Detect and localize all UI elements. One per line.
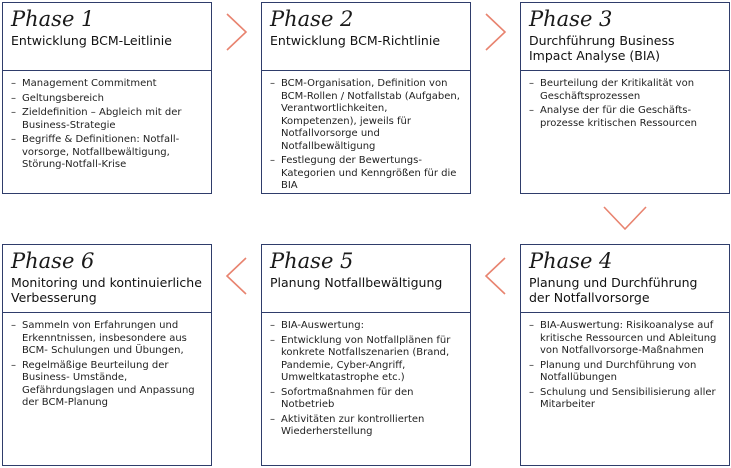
phase-1-name: Phase 1	[11, 7, 95, 31]
phase-1-header	[3, 3, 211, 71]
phase-5-title: Planung Notfallbewältigung	[270, 275, 443, 290]
arrow-down-icon	[602, 204, 648, 232]
phase-6-item: – Sammeln von Erfahrungen und Erkenntnissen, insbesondere aus BCM- Schulungen und Übungen,	[11, 320, 205, 358]
phase-3-title: Durchführung Business Impact Analyse (BIA)	[529, 33, 675, 63]
phase-3-items	[521, 71, 729, 130]
phase-3-item: – Analyse der für die Geschäfts-prozesse kritischen Ressourcen	[529, 105, 723, 130]
phase-5-item: – Sofortmaßnahmen für den Notbetrieb	[270, 387, 464, 412]
phase-4-name: Phase 4	[529, 249, 613, 273]
phase-3-header	[521, 3, 729, 71]
phase-5-item: – Aktivitäten zur kontrollierten Wiederherstellung	[270, 414, 464, 439]
phase-1-item: – Zieldefinition – Abgleich mit der Business-Strategie	[11, 107, 205, 132]
phase-4-item: – Schulung und Sensibilisierung aller Mitarbeiter	[529, 387, 723, 412]
phase-1-box	[2, 2, 212, 194]
phase-2-item: – BCM-Organisation, Definition von BCM-Rollen / Notfallstab (Aufgaben, Verantwortlichkeiten, Kompetenzen), jeweils für Notfallvorsorge und Notfallbewältigung	[270, 78, 464, 153]
phase-2-box	[261, 2, 471, 194]
phase-1-title: Entwicklung BCM-Leitlinie	[11, 33, 172, 48]
phase-4-box	[520, 244, 730, 466]
phase-5-name: Phase 5	[270, 249, 354, 273]
phase-2-items	[262, 71, 470, 193]
phase-6-name: Phase 6	[11, 249, 95, 273]
phase-3-name: Phase 3	[529, 7, 613, 31]
arrow-right-icon	[483, 12, 509, 52]
phase-5-items	[262, 313, 470, 439]
phase-6-header	[3, 245, 211, 313]
phase-3-box	[520, 2, 730, 194]
phase-4-header	[521, 245, 729, 313]
phase-5-header	[262, 245, 470, 313]
phase-4-title: Planung und Durchführung der Notfallvorsorge	[529, 275, 698, 305]
phase-6-item: – Regelmäßige Beurteilung der Business- Umstände, Gefährdungslagen und Anpassung der BCM-Planung	[11, 360, 205, 410]
phase-2-name: Phase 2	[270, 7, 354, 31]
phase-5-box	[261, 244, 471, 466]
phase-5-item: – BIA-Auswertung:	[270, 320, 464, 333]
phase-6-box	[2, 244, 212, 466]
phase-2-item: – Festlegung der Bewertungs-Kategorien und Kenngrößen für die BIA	[270, 155, 464, 193]
phase-2-header	[262, 3, 470, 71]
phase-4-item: – BIA-Auswertung: Risikoanalyse auf kritische Ressourcen und Ableitung von Notfallvorsorge-Maßnahmen	[529, 320, 723, 358]
phase-1-item: – Management Commitment	[11, 78, 205, 91]
phase-2-title: Entwicklung BCM-Richtlinie	[270, 33, 441, 48]
phase-3-item: – Beurteilung der Kritikalität von Geschäftsprozessen	[529, 78, 723, 103]
phase-1-items	[3, 71, 211, 172]
phase-6-items	[3, 313, 211, 410]
phase-4-item: – Planung und Durchführung von Notfallübungen	[529, 360, 723, 385]
phase-1-item: – Begriffe & Definitionen: Notfall-vorsorge, Notfallbewältigung, Störung-Notfall-Krise	[11, 134, 205, 172]
arrow-left-icon	[223, 256, 249, 296]
phase-6-title: Monitoring und kontinuierliche Verbesserung	[11, 275, 202, 305]
arrow-right-icon	[224, 12, 250, 52]
phase-5-item: – Entwicklung von Notfallplänen für konkrete Notfallszenarien (Brand, Pandemie, Cyber-Angriff, Umweltkatastrophe etc.)	[270, 335, 464, 385]
arrow-left-icon	[482, 256, 508, 296]
phase-1-item: – Geltungsbereich	[11, 93, 205, 106]
phase-4-items	[521, 313, 729, 412]
